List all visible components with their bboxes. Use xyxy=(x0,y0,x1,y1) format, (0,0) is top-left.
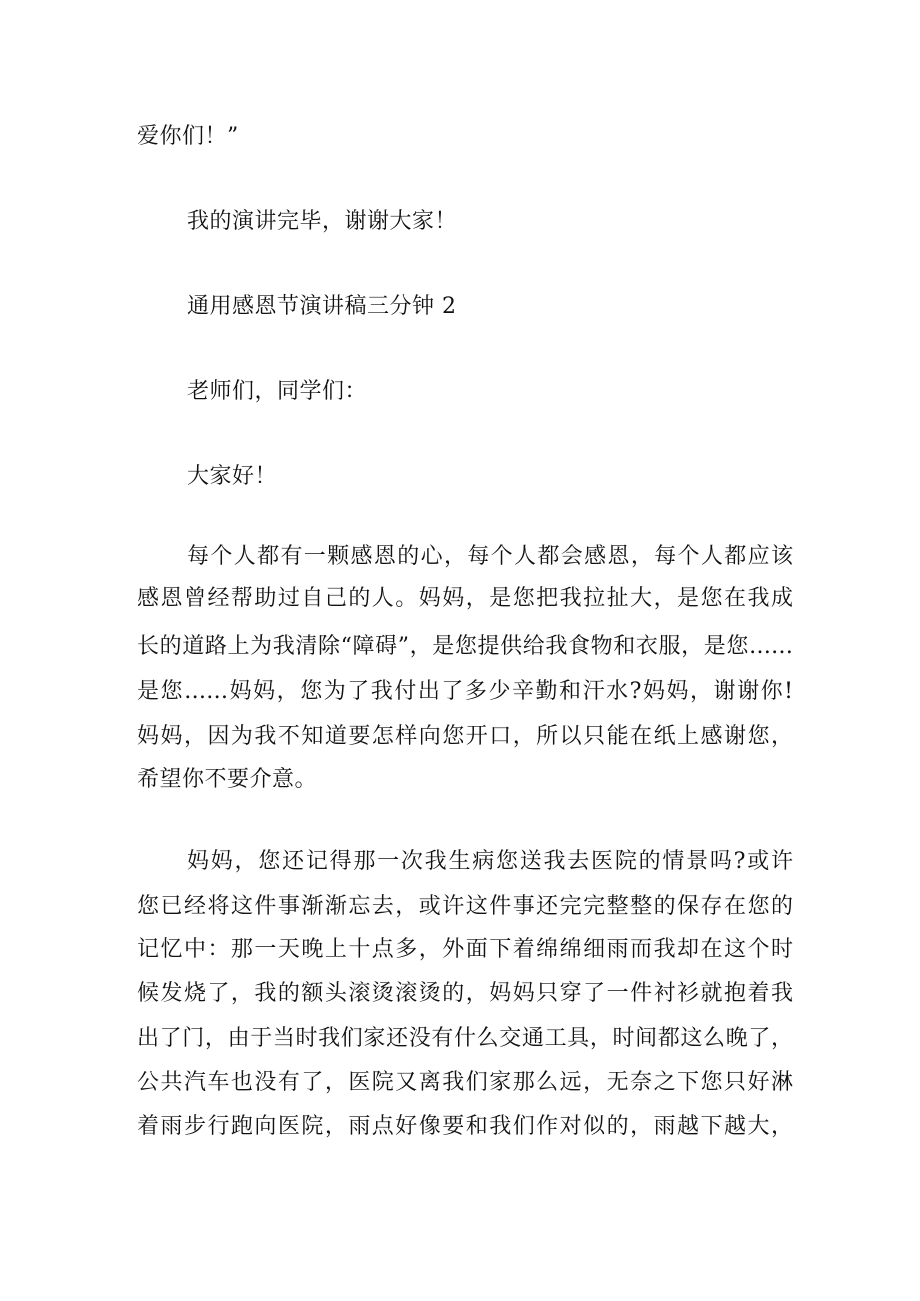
paragraph2-line: 候发烧了，我的额头滚烫滚烫的，妈妈只穿了一件衬衫就抱着我 xyxy=(137,981,793,1006)
paragraph1-line: 妈妈，因为我不知道要怎样向您开口，所以只能在纸上感谢您， xyxy=(137,724,793,749)
greeting-text: 大家好！ xyxy=(187,464,278,489)
section-title: 通用感恩节演讲稿三分钟 2 xyxy=(187,294,457,319)
paragraph1-line: 感恩曾经帮助过自己的人。妈妈，是您把我拉扯大，是您在我成 xyxy=(137,586,793,611)
paragraph2-line: 您已经将这件事渐渐忘去，或许这件事还完完整整的保存在您的 xyxy=(137,894,793,919)
paragraph2-line: 出了门，由于当时我们家还没有什么交通工具，时间都这么晚了， xyxy=(137,1026,793,1051)
paragraph2-line: 着雨步行跑向医院，雨点好像要和我们作对似的，雨越下越大， xyxy=(137,1114,793,1139)
opening-tail-text: 爱你们！” xyxy=(137,124,239,149)
paragraph1-line: 每个人都有一颗感恩的心，每个人都会感恩，每个人都应该 xyxy=(187,544,793,569)
paragraph2-line: 妈妈，您还记得那一次我生病您送我去医院的情景吗?或许 xyxy=(187,849,793,874)
paragraph2-line: 记忆中：那一天晚上十点多，外面下着绵绵细雨而我却在这个时 xyxy=(137,937,793,962)
paragraph2-line: 公共汽车也没有了，医院又离我们家那么远，无奈之下您只好淋 xyxy=(137,1070,793,1095)
closing-text: 我的演讲完毕，谢谢大家！ xyxy=(187,209,458,234)
salutation-text: 老师们，同学们： xyxy=(187,379,368,404)
paragraph1-line: 希望你不要介意。 xyxy=(137,767,318,792)
paragraph1-line: 是您……妈妈，您为了我付出了多少辛勤和汗水?妈妈，谢谢你! xyxy=(137,679,793,704)
paragraph1-line: 长的道路上为我清除“障碍”，是您提供给我食物和衣服，是您…… xyxy=(137,634,793,659)
